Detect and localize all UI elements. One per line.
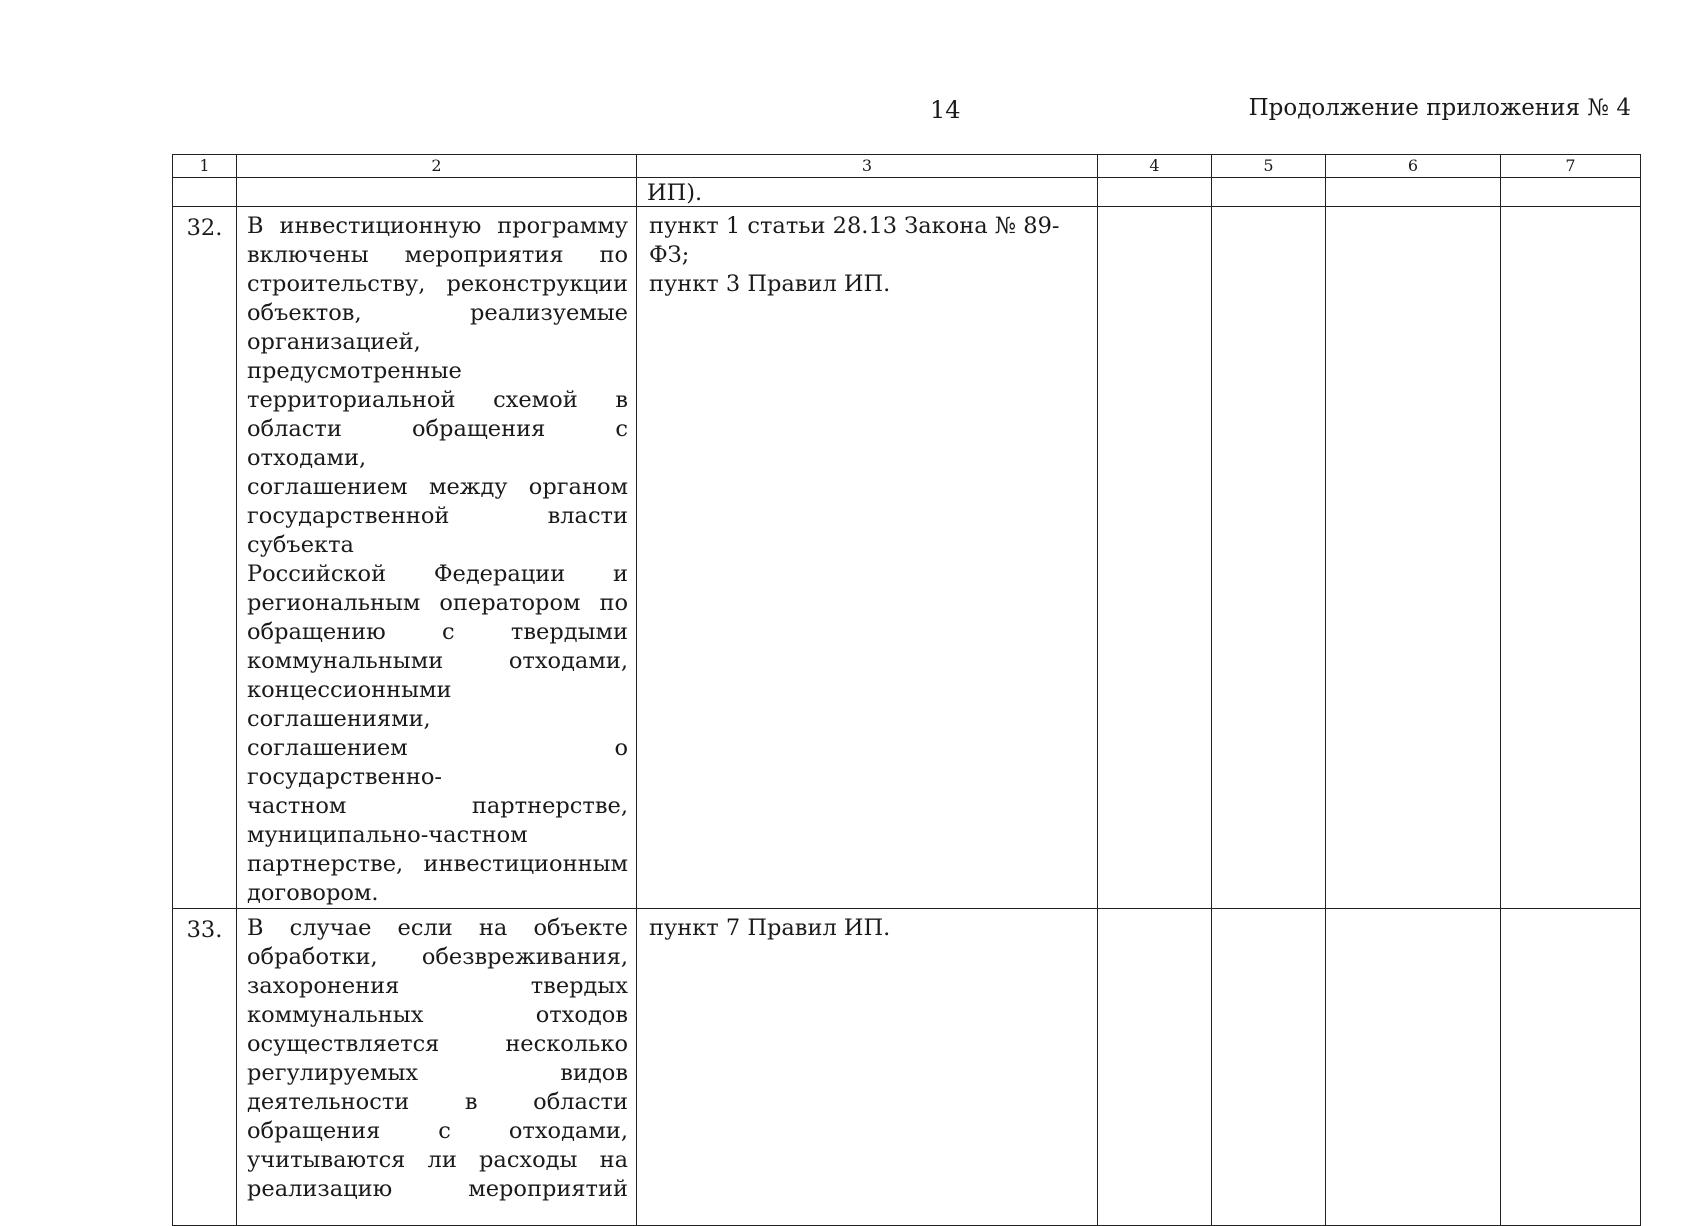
table-cell xyxy=(1326,207,1501,909)
column-header: 1 xyxy=(173,155,237,178)
description-line: включены мероприятия по xyxy=(247,242,628,268)
column-header: 6 xyxy=(1326,155,1501,178)
description-line: деятельности в области xyxy=(247,1089,628,1115)
description-line: коммунальными отходами, xyxy=(247,648,628,674)
description-line: реализацию мероприятий xyxy=(247,1176,628,1202)
carryover-row xyxy=(173,178,1641,207)
column-header-row xyxy=(173,155,1641,178)
description-line: области обращения с отходами, xyxy=(247,416,628,471)
row-description xyxy=(237,909,637,1226)
column-header: 2 xyxy=(237,155,637,178)
description-line: государственной власти субъекта xyxy=(247,503,628,558)
description-line: соглашением между органом xyxy=(247,474,628,500)
row-number: 32. xyxy=(173,207,237,909)
table-cell xyxy=(173,178,237,207)
description-line: организацией, предусмотренные xyxy=(247,329,462,384)
table-row xyxy=(173,909,1641,1226)
appendix-continuation-label: Продолжение приложения № 4 xyxy=(1248,95,1631,121)
table-cell xyxy=(1098,178,1212,207)
table-row xyxy=(173,207,1641,909)
table-cell xyxy=(1326,909,1501,1226)
table-cell xyxy=(1212,207,1326,909)
description-line: региональным оператором по xyxy=(247,590,628,616)
description-line: учитываются ли расходы на xyxy=(247,1147,628,1173)
description-line: коммунальных отходов xyxy=(247,1002,628,1028)
reference-line: пункт 3 Правил ИП. xyxy=(649,271,891,297)
description-line: частном партнерстве, xyxy=(247,793,628,819)
reference-line: пункт 1 статьи 28.13 Закона № 89-ФЗ; xyxy=(649,213,1060,268)
description-line: муниципально-частном xyxy=(247,822,528,848)
description-line: В случае если на объекте xyxy=(247,915,628,941)
description-line: концессионными соглашениями, xyxy=(247,677,452,732)
description-line: обращения с отходами, xyxy=(247,1118,628,1144)
table-cell xyxy=(1098,909,1212,1226)
description-line: строительству, реконструкции xyxy=(247,271,628,297)
page-number: 14 xyxy=(930,96,961,124)
table-cell xyxy=(237,178,637,207)
column-header: 5 xyxy=(1212,155,1326,178)
column-header: 7 xyxy=(1501,155,1641,178)
column-header: 4 xyxy=(1098,155,1212,178)
description-line: Российской Федерации и xyxy=(247,561,628,587)
column-header: 3 xyxy=(637,155,1098,178)
row-number: 33. xyxy=(173,909,237,1226)
description-line: захоронения твердых xyxy=(247,973,628,999)
description-line: обращению с твердыми xyxy=(247,619,628,645)
description-line: осуществляется несколько xyxy=(247,1031,628,1057)
table-cell xyxy=(1501,207,1641,909)
table-cell xyxy=(1098,207,1212,909)
requirements-table xyxy=(172,154,1641,1226)
row-description xyxy=(237,207,637,909)
description-line: В инвестиционную программу xyxy=(247,213,628,239)
description-line: договором. xyxy=(247,880,379,906)
table-cell xyxy=(1326,178,1501,207)
carryover-text: ИП). xyxy=(647,180,703,206)
table-cell xyxy=(1501,178,1641,207)
table-cell xyxy=(1501,909,1641,1226)
description-line: обработки, обезвреживания, xyxy=(247,944,628,970)
table-cell xyxy=(1212,909,1326,1226)
description-line: соглашением о государственно- xyxy=(247,735,628,790)
description-line: объектов, реализуемые xyxy=(247,300,628,326)
description-line: территориальной схемой в xyxy=(247,387,628,413)
table-cell xyxy=(637,178,1098,207)
description-line: регулируемых видов xyxy=(247,1060,628,1086)
description-line: партнерстве, инвестиционным xyxy=(247,851,628,877)
table-cell xyxy=(1212,178,1326,207)
reference-line: пункт 7 Правил ИП. xyxy=(649,915,891,941)
row-legal-reference xyxy=(637,909,1098,1226)
row-legal-reference xyxy=(637,207,1098,909)
